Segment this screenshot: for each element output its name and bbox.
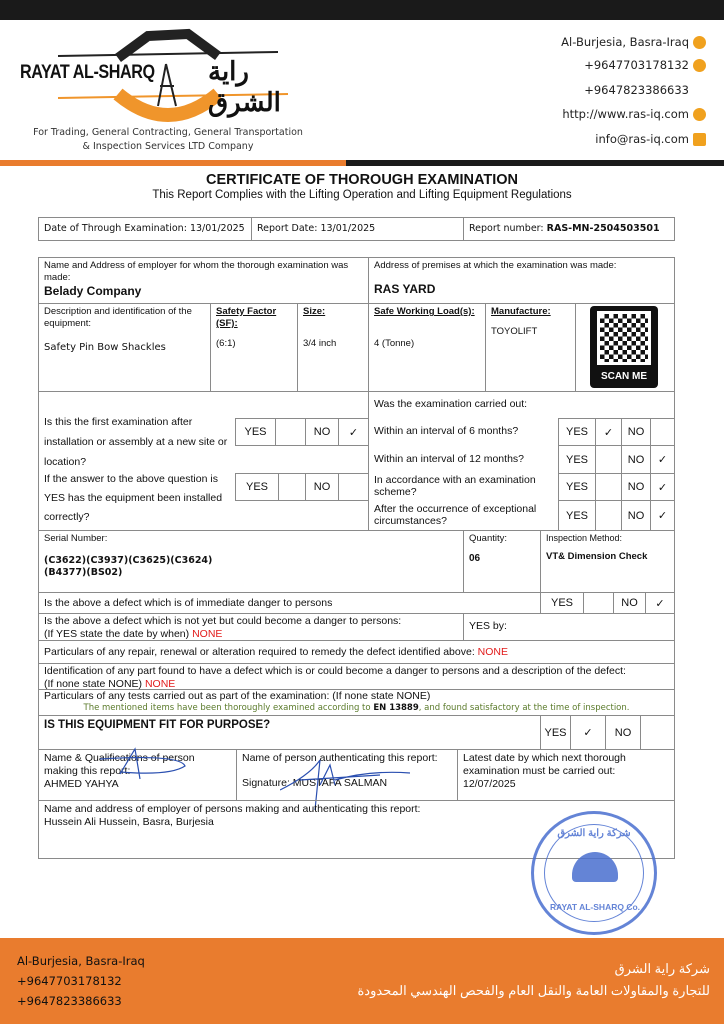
label: Identification of any part found to have a defect which is or could become a danger to persons and a description of the defect:: [44, 665, 626, 677]
swl-cell: [368, 303, 486, 392]
instruction: (If none state NONE): [44, 678, 143, 691]
carried-out-question: Within an interval of 6 months?: [374, 425, 519, 438]
value: NONE: [477, 646, 509, 658]
scan-me-label: SCAN ME: [600, 371, 648, 382]
exam-date: 13/01/2025: [189, 223, 245, 234]
label: Date of Through Examination:: [44, 223, 187, 234]
fit-yes: YES: [540, 715, 571, 750]
inspection-method: VT& Dimension Check: [546, 551, 648, 563]
website-link[interactable]: http://www.ras-iq.com: [562, 107, 689, 121]
maker-name: AHMED YAHYA: [44, 778, 119, 791]
footer-phone-2: +9647823386633: [17, 994, 122, 1008]
label: Name & Qualifications of person making this report:: [44, 752, 195, 778]
serial-line-1: (C3622)(C3937)(C3625)(C3624): [44, 554, 213, 566]
qr-pattern-icon: [597, 311, 651, 365]
tagline-line-1: For Trading, General Contracting, General Transportation: [33, 127, 303, 138]
method-cell: [540, 530, 675, 593]
email-link[interactable]: info@ras-iq.com: [595, 132, 689, 146]
first-exam-yes-box[interactable]: [275, 418, 306, 446]
phone-icon: [693, 59, 706, 72]
question: Is the above a defect which is not yet but could become a danger to persons:: [44, 615, 402, 627]
carried-out-question: Within an interval of 12 months?: [374, 452, 524, 465]
contact-address: [561, 35, 706, 49]
carried-out-yes: YES: [558, 500, 596, 531]
footer-phone-1: +9647703178132: [17, 974, 122, 988]
next-exam-cell: [457, 749, 675, 801]
carried-out-label: Was the examination carried out:: [374, 398, 528, 410]
carried-out-yes-box[interactable]: ✓: [595, 418, 622, 446]
equipment-description: Safety Pin Bow Shackles: [44, 341, 166, 353]
logo: [18, 26, 318, 126]
description-cell: [38, 303, 211, 392]
size-cell: [297, 303, 369, 392]
globe-icon: [693, 108, 706, 121]
fit-no-box[interactable]: [640, 715, 675, 750]
address-text: Al-Burjesia, Basra-Iraq: [561, 35, 689, 49]
employer-persons: Hussein Ali Hussein, Basra, Burjesia: [44, 816, 214, 829]
carried-out-yes: YES: [558, 473, 596, 501]
phone-text: +9647823386633: [584, 83, 689, 97]
employer-name: Belady Company: [44, 283, 142, 298]
label: Quantity:: [469, 533, 508, 544]
carried-out-yes: YES: [558, 418, 596, 446]
report-date-cell: [251, 217, 464, 241]
label: Name and Address of employer for whom the thorough examination was made:: [44, 260, 349, 283]
top-bar: [0, 0, 724, 20]
carried-out-yes-box[interactable]: [595, 445, 622, 474]
carried-out-question: In accordance with an examination scheme?: [374, 474, 536, 498]
could-become-cell: [38, 613, 464, 641]
size: 3/4 inch: [303, 337, 337, 349]
qr-code[interactable]: [590, 306, 658, 388]
note: The mentioned items have been thoroughly examined according to: [83, 703, 371, 714]
immediate-yes-box[interactable]: [583, 592, 614, 614]
serial-cell: [38, 530, 464, 593]
label: Report number:: [469, 223, 544, 234]
installed-no: NO: [305, 473, 339, 501]
label: Latest date by which next thorough examination must be carried out:: [463, 752, 626, 778]
report-number: RAS-MN-2504503501: [546, 223, 660, 234]
serial-line-2: (B4377)(BS02): [44, 566, 123, 578]
footer-address: Al-Burjesia, Basra-Iraq: [17, 954, 145, 968]
report-number-cell: [463, 217, 675, 241]
label: Particulars of any repair, renewal or alteration required to remedy the defect identified above:: [44, 646, 475, 658]
label: Serial Number:: [44, 533, 108, 544]
contact-website[interactable]: [562, 107, 706, 121]
immediate-no: NO: [613, 592, 646, 614]
label: Safe Working Load(s):: [374, 306, 475, 317]
tagline-line-2: & Inspection Services LTD Company: [82, 140, 254, 152]
page-title: CERTIFICATE OF THOROUGH EXAMINATION: [205, 172, 518, 188]
carried-out-yes: YES: [558, 445, 596, 474]
divider-dark: [346, 160, 724, 166]
installed-yes: YES: [235, 473, 279, 501]
carried-out-no-box[interactable]: ✓: [650, 500, 675, 531]
quantity: 06: [469, 552, 481, 564]
immediate-no-box[interactable]: ✓: [645, 592, 675, 614]
carried-out-no: NO: [621, 473, 651, 501]
first-exam-question: Is this the first examination after installation or assembly at a new site or location?: [44, 416, 228, 468]
carried-out-no-box[interactable]: ✓: [650, 445, 675, 474]
label: Description and identification of the equipment:: [44, 306, 192, 329]
tests-cell: [38, 689, 675, 716]
phone-text: +9647703178132: [584, 58, 689, 72]
carried-out-yes-box[interactable]: [595, 500, 622, 531]
label: Manufacture:: [491, 306, 551, 317]
brand-en: RAYAT AL-SHARQ: [20, 62, 155, 83]
installed-question: If the answer to the above question is YES has the equipment been installed correctly?: [44, 473, 223, 523]
exam-date-cell: [38, 217, 252, 241]
manufacturer: TOYOLIFT: [491, 325, 538, 337]
label: Size:: [303, 306, 326, 317]
carried-out-no: NO: [621, 418, 651, 446]
quantity-cell: [463, 530, 541, 593]
next-exam-date: 12/07/2025: [463, 778, 516, 791]
swl: 4 (Tonne): [374, 337, 415, 349]
footer-arabic-name: شركة راية الشرق: [614, 961, 710, 976]
fit-yes-box[interactable]: ✓: [570, 715, 606, 750]
sf-cell: [210, 303, 298, 392]
premises-name: RAS YARD: [374, 281, 436, 296]
label: Name of person authenticating this report:: [242, 752, 438, 764]
question: Is the above a defect which is of immediate danger to persons: [44, 597, 333, 609]
authenticator-name: Signature: MUSTAFA SALMAN: [242, 777, 388, 790]
contact-email[interactable]: [595, 132, 706, 146]
mail-icon: [693, 133, 706, 146]
standard: EN 13889: [373, 703, 419, 714]
divider-orange: [0, 160, 346, 166]
question: IS THIS EQUIPMENT FIT FOR PURPOSE?: [44, 719, 271, 731]
yes-by-cell: [463, 613, 675, 641]
label: Particulars of any tests carried out as part of the examination: (If none state NONE): [44, 690, 431, 702]
page-subtitle: This Report Complies with the Lifting Operation and Lifting Equipment Regulations: [152, 189, 572, 201]
stamp-text: RAYAT AL-SHARQ Co.: [549, 902, 641, 912]
footer: [0, 938, 724, 1024]
instruction: (If YES state the date by when): [44, 628, 190, 641]
value: NONE: [192, 628, 223, 641]
contact-phone-1: [584, 58, 706, 72]
signature-maker-icon: [60, 744, 200, 784]
premises-cell: [368, 257, 675, 304]
carried-out-question: After the occurrence of exceptional circumstances?: [374, 502, 537, 527]
immediate-yes: YES: [540, 592, 584, 614]
label: Address of premises at which the examination was made:: [374, 260, 617, 271]
brand-ar: راية الشرق: [208, 56, 281, 117]
label: Inspection Method:: [546, 533, 623, 543]
carried-out-no: NO: [621, 445, 651, 474]
first-exam-yes: YES: [235, 418, 276, 446]
first-exam-no-box[interactable]: ✓: [338, 418, 369, 446]
carried-out-no-box[interactable]: [650, 418, 675, 446]
label: Name and address of employer of persons making and authenticating this report:: [44, 803, 421, 815]
immediate-danger-cell: [38, 592, 541, 614]
stamp-text-ar: شركة راية الشرق: [557, 828, 631, 839]
installed-yes-box[interactable]: [278, 473, 306, 501]
report-date: 13/01/2025: [320, 223, 376, 234]
carried-out-yes-box[interactable]: [595, 473, 622, 501]
fit-no: NO: [605, 715, 641, 750]
value: NONE: [144, 678, 176, 691]
contact-phone-2: [584, 83, 689, 97]
manufacture-cell: [485, 303, 576, 392]
note: , and found satisfactory at the time of inspection.: [418, 703, 630, 714]
tagline: [18, 126, 318, 154]
carried-out-no-box[interactable]: ✓: [650, 473, 675, 501]
label: Report Date:: [257, 223, 318, 234]
location-pin-icon: [693, 36, 706, 49]
repair-cell: [38, 640, 675, 664]
yes-by-label: YES by:: [469, 620, 507, 632]
carried-out-no: NO: [621, 500, 651, 531]
employer-cell: [38, 257, 369, 304]
identification-cell: [38, 663, 675, 690]
safety-factor: (6:1): [216, 337, 236, 349]
label: Safety Factor (SF):: [216, 306, 277, 329]
installed-no-box[interactable]: [338, 473, 369, 501]
footer-arabic-tagline: للتجارة والمقاولات العامة والنقل العام والفحص الهندسي المحدودة: [357, 983, 710, 998]
company-stamp: [531, 811, 657, 935]
first-exam-no: NO: [305, 418, 339, 446]
